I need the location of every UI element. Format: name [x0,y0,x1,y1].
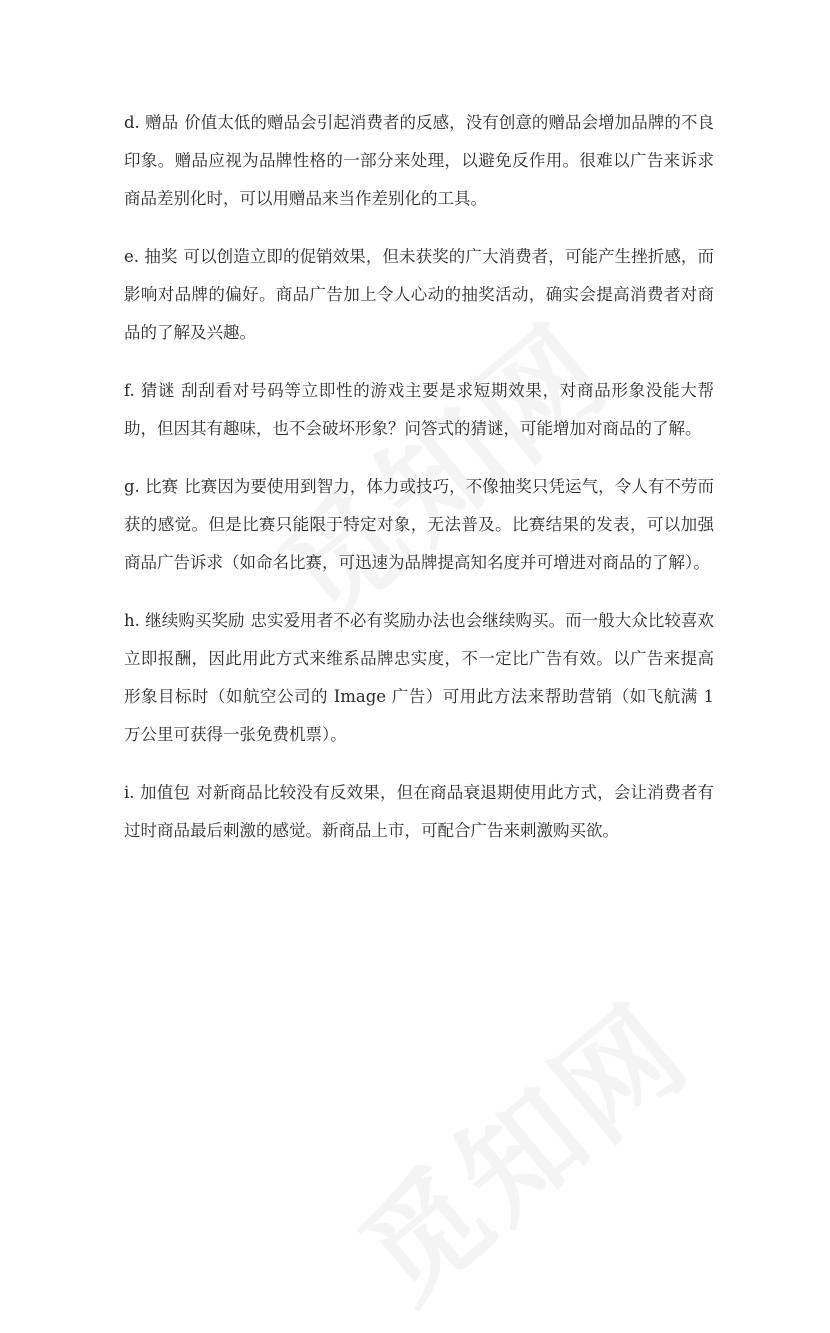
paragraph-text: 对新商品比较没有反效果，但在商品衰退期使用此方式，会让消费者有过时商品最后刺激的感觉。新商品上市，可配合广告来刺激购买欲。 [124,783,714,840]
paragraph-label: d. 赠品 [124,113,179,132]
paragraph-h [124,602,714,754]
paragraph-text: 忠实爱用者不必有奖励办法也会继续购买。而一般大众比较喜欢立即报酬，因此用此方式来维系品牌忠实度，不一定比广告有效。以广告来提高形象目标时（如航空公司的 Image 广告）可用此方法来帮助营销（如飞航满 1 万公里可获得一张免费机票）。 [124,611,715,744]
paragraph-text: 价值太低的赠品会引起消费者的反感，没有创意的赠品会增加品牌的不良印象。赠品应视为品牌性格的一部分来处理，以避免反作用。很难以广告来诉求商品差别化时，可以用赠品来当作差别化的工具。 [124,113,715,208]
paragraph-text: 可以创造立即的促销效果，但未获奖的广大消费者，可能产生挫折感，而影响对品牌的偏好。商品广告加上令人心动的抽奖活动，确实会提高消费者对商品的了解及兴趣。 [124,247,714,342]
paragraph-f [124,372,714,448]
paragraph-g [124,468,714,582]
paragraph-label: i. 加值包 [124,783,191,802]
paragraph-label: f. 猜谜 [124,381,176,400]
document-body [124,104,714,870]
paragraph-label: h. 继续购买奖励 [124,611,245,630]
paragraph-d [124,104,714,218]
paragraph-label: g. 比赛 [124,477,179,496]
paragraph-text: 比赛因为要使用到智力，体力或技巧，不像抽奖只凭运气，令人有不劳而获的感觉。但是比赛只能限于特定对象，无法普及。比赛结果的发表，可以加强商品广告诉求（如命名比赛，可迅速为品牌提高知名度并可增进对商品的了解）。 [124,477,715,572]
watermark-text [319,959,719,1333]
paragraph-text: 刮刮看对号码等立即性的游戏主要是求短期效果，对商品形象没能大帮助，但因其有趣味，也不会破坏形象？问答式的猜谜，可能增加对商品的了解。 [124,381,715,438]
paragraph-i [124,774,714,850]
paragraph-label: e. 抽奖 [124,247,178,266]
paragraph-e [124,238,714,352]
